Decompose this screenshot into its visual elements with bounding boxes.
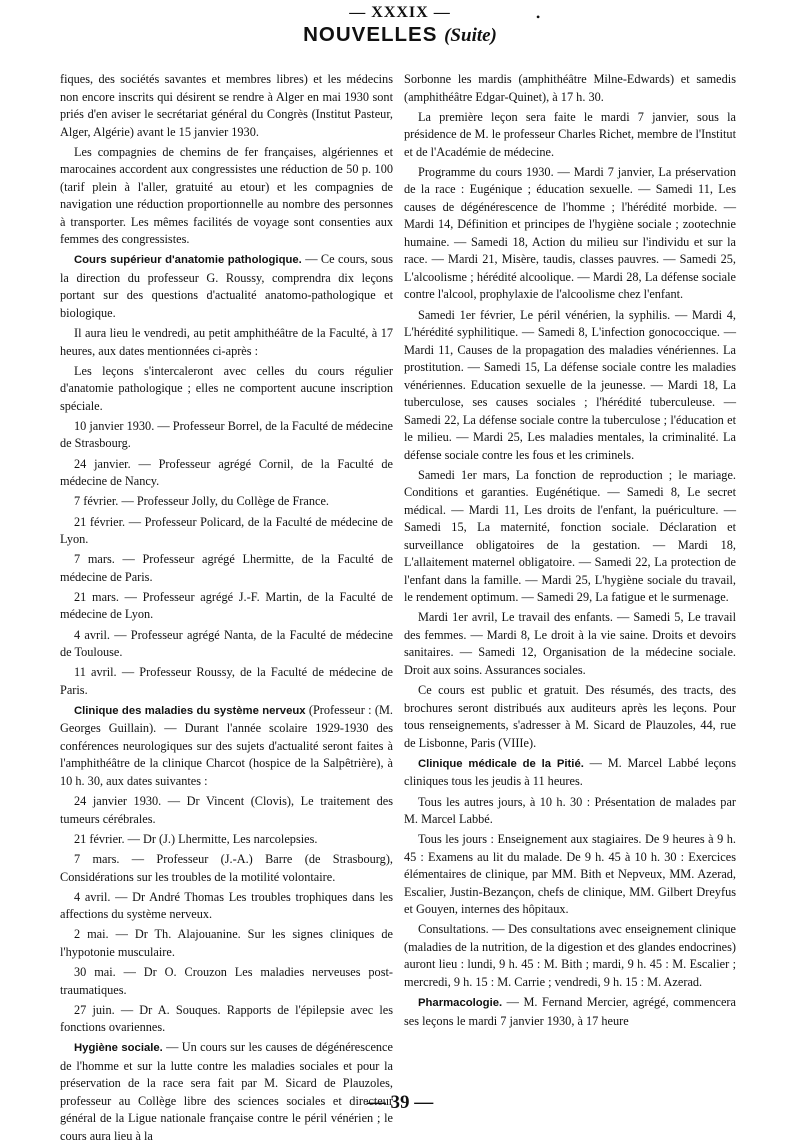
list-item: 7 mars. — Professeur agrégé Lhermitte, de la Faculté de médecine de Paris. [60,552,393,584]
paragraph: Ce cours est public et gratuit. Des résumés, des tracts, des brochures seront distribués aux auditeurs après les leçons. Pour tous renseignements, s'adresser à M. Sicard de Plauzoles, 44, rue de Lisbonne, Paris (VIIIe). [404,683,736,750]
list-item: 7 février. — Professeur Jolly, du Collège de France. [74,494,329,509]
list-item: 11 avril. — Professeur Roussy, de la Faculté de médecine de Paris. [60,665,393,697]
paragraph: Sorbonne les mardis (amphithéâtre Milne-Edwards) et samedis (amphithéâtre Edgar-Quinet), à 17 h. 30. [404,72,736,104]
list-item: 30 mai. — Dr O. Crouzon Les maladies nerveuses post-traumatiques. [60,965,393,997]
page-title [0,23,800,47]
ink-dot: • [536,10,541,24]
paragraph: La première leçon sera faite le mardi 7 janvier, sous la présidence de M. le professeur Charles Richet, membre de l'Institut et de l'Académie de médecine. [404,109,736,159]
section-heading-paragraph: Clinique des maladies du système nerveux (Professeur : (M. Georges Guillain). — Durant l'année scolaire 1929-1930 des conférences neurologiques sur des sujets d'actualité seront faites à l'amphithéâtre de la clinique Charcot (hospice de la Salpêtrière), à 10 h. 30, aux dates suivantes : [60,702,393,788]
paragraph: Tous les jours : Enseignement aux stagiaires. De 9 heures à 9 h. 45 : Examens au lit du malade. De 9 h. 45 à 10 h. 30 : Exercices élémentaires de clinique, par MM. Bith et Nepveux, MM. Azerad, Escalier, Justin-Bezançon, chefs de clinique, MM. Gilbert Dreyfus et Gouyen, internes des hôpitaux. [404,832,736,917]
paragraph: Programme du cours 1930. — Mardi 7 janvier, La préservation de la race : Eugénique ; éducation sexuelle. — Samedi 11, Les causes de dégénérescence de l'homme ; l'hérédité morbide. — Mardi 14, Définition et principes de l'hygiène sociale ; zootechnie humaine. — Samedi 18, Action du milieu sur l'individu et sur la race. — Mardi 21, Misère, taudis, classes pauvres. — Samedi 25, L'alcoolisme ; hérédité alcoolique. — Mardi 28, La défense sociale contre l'alcool, prophylaxie de l'alcoolisme chez l'enfant. [404,164,736,302]
list-item: 4 avril. — Dr André Thomas Les troubles trophiques dans les affections du système nerveux. [60,889,393,922]
paragraph: Les compagnies de chemins de fer françaises, algériennes et marocaines accordent aux congressistes une réduction de 50 p. 100 (tarif plein à l'aller, gratuité au etour) et les compagnies de navigation une réduction proportionnelle au nombre des personnes à transporter. Les mêmes facilités de voyage sont consenties aux femmes des congressistes. [60,144,393,247]
list-item: 4 avril. — Professeur agrégé Nanta, de la Faculté de médecine de Toulouse. [60,627,393,660]
list-item: 27 juin. — Dr A. Souques. Rapports de l'épilepsie avec les fonctions ovariennes. [60,1002,393,1035]
list-item: 7 mars. — Professeur (J.-A.) Barre (de Strasbourg), Considérations sur les troubles de la motilité volontaire. [60,852,393,884]
page-number: — 39 — [366,1092,434,1113]
list-item: 21 février. — Professeur Policard, de la Faculté de médecine de Lyon. [60,514,393,546]
list-item: 2 mai. — Dr Th. Alajouanine. Sur les signes cliniques de l'hypotonie musculaire. [60,927,393,959]
list-item: 10 janvier 1930. — Professeur Borrel, de la Faculté de médecine de Strasbourg. [60,418,393,451]
right-column [404,71,736,1033]
paragraph: Mardi 1er avril, Le travail des enfants. — Samedi 5, Le travail des femmes. — Mardi 8, Le droit à la vie saine. Droits et devoirs sanitaires. — Samedi 12, Organisation de la médecine sociale. Droit aux soins. Assurances sociales. [404,610,736,677]
run-in-heading: Hygiène sociale. [74,1042,163,1055]
page-header [0,4,800,47]
paragraph: fiques, des sociétés savantes et membres libres) et les médecins non encore inscrits qui désirent se rendre à Alger en mai 1930 sont priés d'en aviser le secrétariat général du Congrès (Institut Pasteur, Alger, Algérie) avant le 15 janvier 1930. [60,72,393,139]
run-in-heading: Pharmacologie. [418,997,503,1010]
section-heading-paragraph: Pharmacologie. — M. Fernand Mercier, agrégé, commencera ses leçons le mardi 7 janvier 1930, à 17 heure [404,995,736,1028]
section-heading-paragraph: Clinique médicale de la Pitié. — M. Marcel Labbé leçons cliniques tous les jeudis à 11 heures. [404,755,736,789]
title-main: NOUVELLES [303,23,438,46]
paragraph: Les leçons s'intercaleront avec celles du cours régulier d'anatomie pathologique ; elles ne comportent aucune inscription spéciale. [60,363,393,413]
section-heading-paragraph: Hygiène sociale. — Un cours sur les causes de dégénérescence de l'homme et sur la lutte contre les maladies sociales et pour la préservation de la race sera fait par M. Sicard de Plauzoles, professeur au Collège libre des sciences sociales et directeur général de la Ligue nationale française contre le péril vénérien ; le cours aura lieu à la [60,1040,393,1143]
list-item: 24 janvier 1930. — Dr Vincent (Clovis), Le traitement des tumeurs cérébrales. [60,794,393,826]
list-item: 21 mars. — Professeur agrégé J.-F. Martin, de la Faculté de médecine de Lyon. [60,589,393,622]
list-item: 21 février. — Dr (J.) Lhermitte, Les narcolepsies. [74,831,318,846]
run-in-heading: Clinique médicale de la Pitié. [418,757,584,770]
paragraph: Consultations. — Des consultations avec enseignement clinique (maladies de la nutrition, de la digestion et des glandes endocrines) auront lieu : lundi, 9 h. 45 : M. Bith ; mardi, 9 h. 45 : M. Escalier ; mercredi, 9 h. 15 : M. Carrie ; vendredi, 9 h. 15 : M. Azerad. [404,922,736,989]
paragraph: Tous les autres jours, à 10 h. 30 : Présentation de malades par M. Marcel Labbé. [404,794,736,826]
list-item: 24 janvier. — Professeur agrégé Cornil, de la Faculté de médecine de Nancy. [60,456,393,489]
page-roman-numeral: — XXXIX — [349,4,451,21]
paragraph: Samedi 1er mars, La fonction de reproduction ; le mariage. Conditions et garanties. Eugénétique. — Samedi 8, Le secret médical. — Mardi 11, Les droits de l'enfant, la puériculture. — Samedi 15, La maternité, fonction sociale. Déclaration et surveillance obligatoires de la gestation. — Mardi 18, L'allaitement maternel obligatoire. — Samedi 22, La protection de l'enfant dans la famille. — Mardi 25, L'hygiène sociale du travail, le rendement optimum. — Samedi 29, La fatigue et le surmenage. [404,467,736,605]
left-column [60,71,393,1148]
run-in-heading: Cours supérieur d'anatomie pathologique. [74,254,302,267]
paragraph: Samedi 1er février, Le péril vénérien, la syphilis. — Mardi 4, L'hérédité syphilitique. — Samedi 8, L'infection gonococcique. — Mardi 11, Causes de la propagation des maladies vénériennes. La prostitution. — Samedi 15, La défense sociale contre les maladies vénériennes. Education sexuelle de la jeunesse. — Mardi 18, La tuberculose, ses causes sociales ; l'hérédité tuberculeuse. — Samedi 22, La défense sociale contre la tuberculose ; l'éducation et le milieu. — Mardi 25, Les maladies mentales, la criminalité. La défense sociale contre les fous et les criminels. [404,307,736,462]
section-heading-paragraph: Cours supérieur d'anatomie pathologique. — Ce cours, sous la direction du professeur G. Roussy, comprendra dix leçons portant sur des questions d'actualité anatomo-pathologique et biologique. [60,252,393,320]
paragraph: Il aura lieu le vendredi, au petit amphithéâtre de la Faculté, à 17 heures, aux dates mentionnées ci-après : [60,326,393,358]
title-suite: (Suite) [444,25,497,46]
run-in-heading: Clinique des maladies du système nerveux [74,704,306,717]
